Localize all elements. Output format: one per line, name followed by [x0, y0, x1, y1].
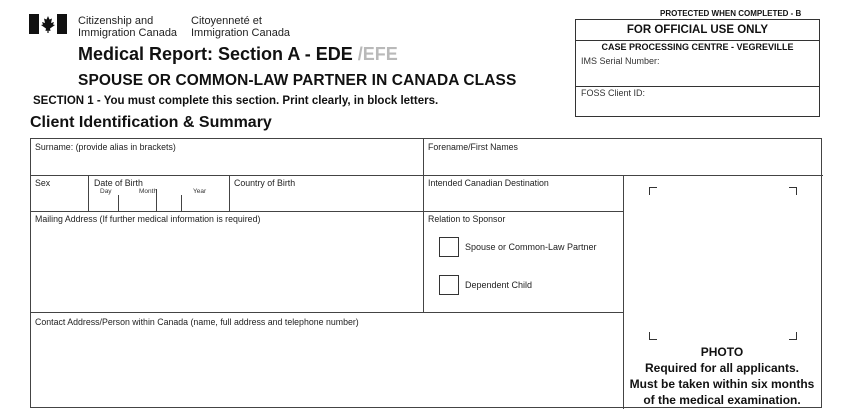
forename-label: Forename/First Names [428, 142, 518, 152]
dept-en-line2: Immigration Canada [78, 27, 178, 39]
title-separator: / [352, 44, 363, 64]
official-use-title: FOR OFFICIAL USE ONLY [576, 20, 819, 41]
protected-notice: PROTECTED WHEN COMPLETED - B [660, 9, 802, 18]
dept-fr-line1: Citoyenneté et [191, 15, 262, 27]
ims-serial-label: IMS Serial Number: [581, 56, 660, 66]
foss-client-label: FOSS Client ID: [581, 88, 646, 98]
country-of-birth-field[interactable] [231, 189, 421, 209]
contact-address-label: Contact Address/Person within Canada (name, full address and telephone number) [35, 317, 359, 327]
section-instruction: SECTION 1 - You must complete this section. Print clearly, in block letters. [33, 95, 439, 107]
mailing-address-field[interactable] [33, 227, 419, 309]
surname-label: Surname: (provide alias in brackets) [35, 142, 176, 152]
destination-label: Intended Canadian Destination [428, 178, 549, 188]
surname-field[interactable] [33, 153, 419, 173]
column-divider [423, 139, 424, 312]
row-divider [31, 312, 623, 313]
spouse-option-label: Spouse or Common-Law Partner [465, 242, 597, 252]
dept-en-line1: Citizenship and [78, 15, 154, 27]
sex-field[interactable] [33, 189, 85, 209]
row-divider [31, 175, 823, 176]
photo-line1: Required for all applicants. [644, 361, 800, 375]
photo-title: PHOTO [700, 345, 744, 359]
dependent-child-option-label: Dependent Child [465, 280, 533, 290]
photo-line2: Must be taken within six months [629, 377, 815, 391]
contact-address-field[interactable] [33, 329, 619, 407]
country-of-birth-label: Country of Birth [234, 178, 296, 188]
destination-field[interactable] [427, 189, 621, 209]
spouse-checkbox[interactable] [439, 237, 459, 257]
day-label: Day [100, 188, 112, 195]
title-main: Medical Report: Section A - EDE [78, 44, 353, 64]
divider [576, 86, 819, 87]
month-label: Month [139, 188, 158, 195]
column-divider [229, 175, 230, 211]
row-divider [31, 211, 623, 212]
date-of-birth-field[interactable] [90, 195, 227, 210]
dependent-child-checkbox[interactable] [439, 275, 459, 295]
photo-instructions [623, 344, 821, 408]
column-divider [88, 175, 89, 211]
canada-flag-logo [29, 14, 67, 34]
photo-corner-bottom-right [789, 332, 797, 340]
relation-to-sponsor-label: Relation to Sponsor [428, 214, 506, 224]
photo-corner-bottom-left [649, 332, 657, 340]
section-heading: Client Identification & Summary [30, 114, 272, 131]
official-use-box [575, 19, 820, 117]
year-label: Year [193, 188, 207, 195]
photo-line3: of the medical examination. [643, 393, 801, 407]
department-name-french [191, 15, 290, 39]
department-name-english [78, 15, 177, 39]
date-of-birth-label: Date of Birth [94, 178, 143, 188]
page-subtitle: SPOUSE OR COMMON-LAW PARTNER IN CANADA CLASS [78, 72, 517, 89]
forename-field[interactable] [427, 153, 819, 173]
photo-corner-top-left [649, 187, 657, 195]
dept-fr-line2: Immigration Canada [191, 27, 291, 39]
processing-centre-label: CASE PROCESSING CENTRE - VEGREVILLE [601, 42, 794, 52]
title-efe: EFE [362, 44, 398, 64]
mailing-address-label: Mailing Address (If further medical information is required) [35, 214, 261, 224]
photo-corner-top-right [789, 187, 797, 195]
page-title [78, 44, 398, 65]
sex-label: Sex [35, 178, 51, 188]
